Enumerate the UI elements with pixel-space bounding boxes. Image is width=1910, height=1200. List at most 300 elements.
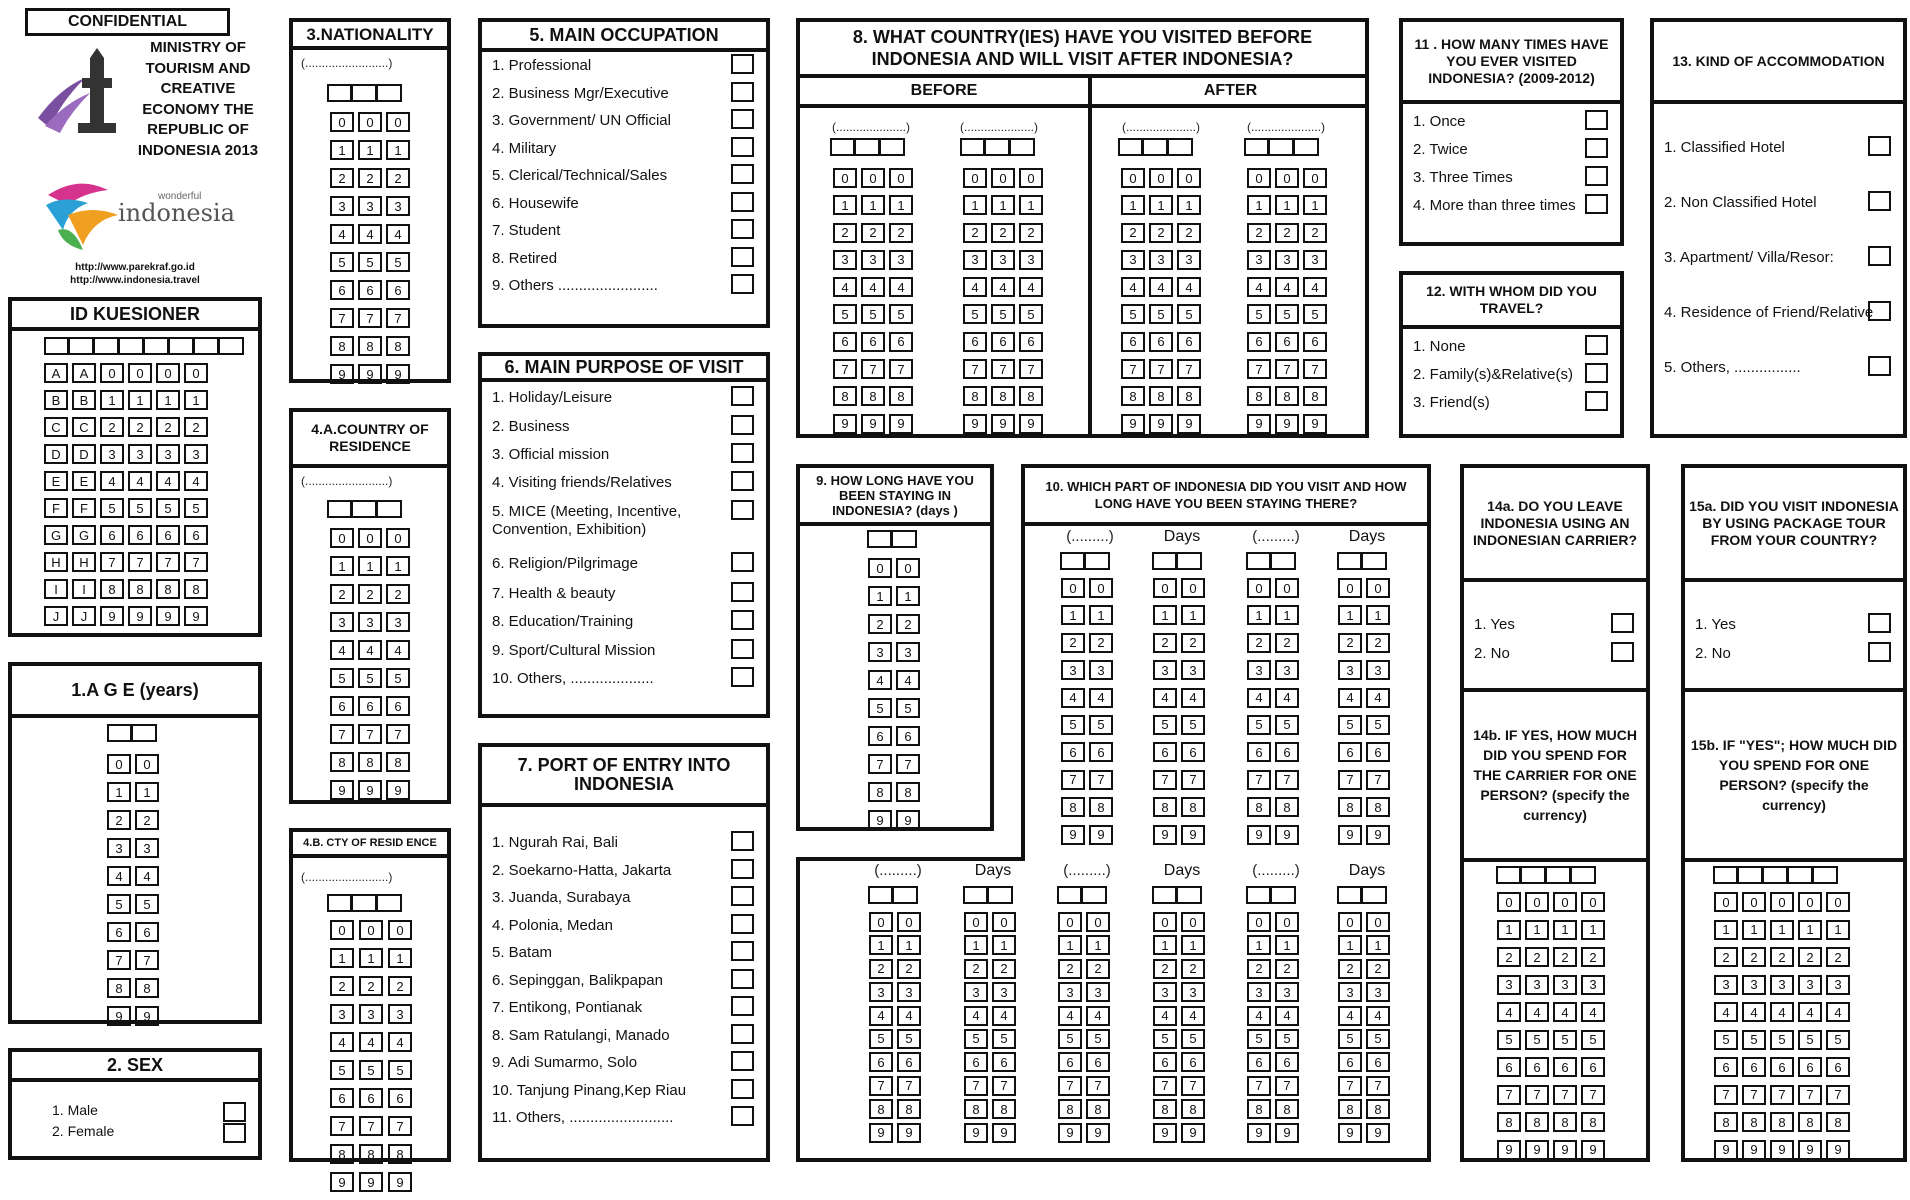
digit-box[interactable]: 2 <box>1303 223 1327 243</box>
stay-header[interactable] <box>867 530 917 548</box>
digit-box[interactable]: 7 <box>833 359 857 379</box>
digit-box[interactable]: 6 <box>1058 1052 1082 1072</box>
option-item[interactable] <box>482 164 766 192</box>
digit-box[interactable]: 6 <box>1177 332 1201 352</box>
digit-box[interactable]: 9 <box>861 414 885 434</box>
digit-box[interactable]: 6 <box>1366 742 1390 762</box>
digit-box[interactable]: 8 <box>1338 1099 1362 1119</box>
digit-box[interactable]: 1 <box>128 390 152 410</box>
digit-box[interactable]: 8 <box>861 386 885 406</box>
digit-box[interactable]: 2 <box>107 810 131 830</box>
digit-box[interactable]: 7 <box>964 1076 988 1096</box>
digit-box[interactable]: 1 <box>135 782 159 802</box>
option-item[interactable] <box>482 500 766 552</box>
digit-box[interactable]: 4 <box>1497 1002 1521 1022</box>
part-header[interactable] <box>963 886 1013 904</box>
digit-box[interactable]: 1 <box>330 556 354 576</box>
digit-box[interactable]: 9 <box>1153 1123 1177 1143</box>
digit-box[interactable]: 9 <box>1177 414 1201 434</box>
digit-box[interactable]: 2 <box>1553 947 1577 967</box>
digit-box[interactable]: 4 <box>358 224 382 244</box>
digit-box[interactable]: 9 <box>1019 414 1043 434</box>
digit-box[interactable]: 4 <box>1275 688 1299 708</box>
digit-box[interactable]: 6 <box>358 696 382 716</box>
digit-box[interactable]: 7 <box>358 724 382 744</box>
digit-box[interactable]: 7 <box>1798 1085 1822 1105</box>
digit-box[interactable]: 5 <box>1247 1029 1271 1049</box>
digit-box[interactable]: 5 <box>1798 1030 1822 1050</box>
digit-box[interactable]: 5 <box>896 698 920 718</box>
digit-box[interactable]: 2 <box>1275 959 1299 979</box>
digit-box[interactable]: 5 <box>1275 304 1299 324</box>
digit-box[interactable]: 9 <box>1247 825 1271 845</box>
sex-option-male[interactable]: 1. Male <box>12 1102 258 1123</box>
digit-box[interactable]: 8 <box>1525 1112 1549 1132</box>
digit-box[interactable]: 1 <box>358 140 382 160</box>
digit-box[interactable]: 7 <box>1338 1076 1362 1096</box>
digit-box[interactable]: D <box>44 444 68 464</box>
digit-box[interactable]: 9 <box>1525 1140 1549 1160</box>
digit-box[interactable]: 7 <box>386 308 410 328</box>
option-item[interactable] <box>482 219 766 247</box>
digit-box[interactable]: 1 <box>358 556 382 576</box>
digit-box[interactable]: 8 <box>963 386 987 406</box>
digit-box[interactable]: 0 <box>1247 912 1271 932</box>
option-item[interactable] <box>1685 613 1903 642</box>
digit-box[interactable]: 6 <box>1275 1052 1299 1072</box>
checkbox[interactable] <box>731 443 754 463</box>
checkbox[interactable] <box>1585 166 1608 186</box>
digit-box[interactable]: 4 <box>991 277 1015 297</box>
digit-box[interactable]: 8 <box>1338 797 1362 817</box>
digit-box[interactable]: 1 <box>107 782 131 802</box>
digit-box[interactable]: 4 <box>1153 1006 1177 1026</box>
digit-box[interactable]: J <box>72 606 96 626</box>
digit-box[interactable]: 5 <box>1826 1030 1850 1050</box>
option-item[interactable] <box>1403 391 1620 419</box>
digit-box[interactable]: 3 <box>1366 660 1390 680</box>
digit-box[interactable]: 5 <box>1275 715 1299 735</box>
q15b-header[interactable] <box>1713 866 1838 884</box>
digit-box[interactable]: 1 <box>1553 920 1577 940</box>
digit-box[interactable]: 7 <box>1058 1076 1082 1096</box>
digit-box[interactable]: 9 <box>1366 825 1390 845</box>
digit-box[interactable]: 6 <box>833 332 857 352</box>
digit-box[interactable]: 0 <box>1338 912 1362 932</box>
digit-box[interactable]: 0 <box>1581 892 1605 912</box>
digit-box[interactable]: 3 <box>1181 982 1205 1002</box>
digit-box[interactable]: 8 <box>1798 1112 1822 1132</box>
digit-box[interactable]: 5 <box>386 252 410 272</box>
digit-box[interactable]: 5 <box>964 1029 988 1049</box>
digit-box[interactable]: 9 <box>1058 1123 1082 1143</box>
digit-box[interactable]: 4 <box>992 1006 1016 1026</box>
digit-box[interactable]: 0 <box>388 920 412 940</box>
digit-box[interactable]: 7 <box>388 1116 412 1136</box>
option-item[interactable] <box>482 82 766 110</box>
part-header[interactable] <box>1337 886 1387 904</box>
option-item[interactable] <box>482 386 766 415</box>
digit-box[interactable]: 2 <box>1121 223 1145 243</box>
option-item[interactable] <box>482 610 766 639</box>
digit-box[interactable]: 8 <box>330 752 354 772</box>
checkbox[interactable] <box>731 500 754 520</box>
option-item[interactable] <box>482 274 766 302</box>
digit-box[interactable]: 7 <box>991 359 1015 379</box>
digit-box[interactable]: 9 <box>330 364 354 384</box>
digit-box[interactable]: 5 <box>128 498 152 518</box>
digit-box[interactable]: 8 <box>100 579 124 599</box>
digit-box[interactable]: 3 <box>1303 250 1327 270</box>
digit-box[interactable]: 3 <box>1086 982 1110 1002</box>
checkbox[interactable] <box>731 247 754 267</box>
digit-box[interactable]: 9 <box>184 606 208 626</box>
digit-box[interactable]: 4 <box>869 1006 893 1026</box>
digit-box[interactable]: 4 <box>897 1006 921 1026</box>
digit-box[interactable]: 2 <box>330 168 354 188</box>
digit-box[interactable]: 1 <box>1714 920 1738 940</box>
digit-box[interactable]: 8 <box>1247 797 1271 817</box>
digit-box[interactable]: 3 <box>963 250 987 270</box>
digit-box[interactable]: 2 <box>868 614 892 634</box>
digit-box[interactable]: 4 <box>963 277 987 297</box>
digit-box[interactable]: 5 <box>963 304 987 324</box>
digit-box[interactable]: 5 <box>868 698 892 718</box>
digit-box[interactable]: 7 <box>889 359 913 379</box>
digit-box[interactable]: 0 <box>868 558 892 578</box>
digit-box[interactable]: 4 <box>1366 1006 1390 1026</box>
digit-box[interactable]: 9 <box>386 780 410 800</box>
digit-box[interactable]: 5 <box>1181 715 1205 735</box>
digit-box[interactable]: 0 <box>358 528 382 548</box>
digit-box[interactable]: 3 <box>358 196 382 216</box>
digit-box[interactable]: 9 <box>964 1123 988 1143</box>
digit-box[interactable]: 8 <box>330 1144 354 1164</box>
digit-box[interactable]: 8 <box>386 752 410 772</box>
digit-box[interactable]: 3 <box>1553 975 1577 995</box>
digit-box[interactable]: 8 <box>184 579 208 599</box>
digit-box[interactable]: 1 <box>1247 605 1271 625</box>
digit-box[interactable]: 3 <box>1247 250 1271 270</box>
digit-box[interactable]: 9 <box>1303 414 1327 434</box>
digit-box[interactable]: 8 <box>992 1099 1016 1119</box>
digit-box[interactable]: 6 <box>1275 332 1299 352</box>
digit-box[interactable]: 2 <box>1061 633 1085 653</box>
digit-box[interactable]: 0 <box>358 112 382 132</box>
digit-box[interactable]: 0 <box>1177 168 1201 188</box>
digit-box[interactable]: 9 <box>1181 825 1205 845</box>
digit-box[interactable]: 5 <box>359 1060 383 1080</box>
part-header[interactable] <box>1337 552 1387 570</box>
checkbox[interactable] <box>1585 138 1608 158</box>
digit-box[interactable]: 9 <box>869 1123 893 1143</box>
digit-box[interactable]: 4 <box>1798 1002 1822 1022</box>
digit-box[interactable]: 3 <box>868 642 892 662</box>
digit-box[interactable]: 8 <box>1303 386 1327 406</box>
option-item[interactable] <box>482 859 766 887</box>
option-item[interactable] <box>482 582 766 610</box>
digit-box[interactable]: 9 <box>388 1172 412 1192</box>
digit-box[interactable]: 6 <box>868 726 892 746</box>
digit-box[interactable]: 3 <box>128 444 152 464</box>
digit-box[interactable]: 3 <box>889 250 913 270</box>
digit-box[interactable]: 7 <box>1089 770 1113 790</box>
digit-box[interactable]: 1 <box>330 948 354 968</box>
digit-box[interactable]: 2 <box>330 584 354 604</box>
digit-box[interactable]: 5 <box>1275 1029 1299 1049</box>
digit-box[interactable]: 7 <box>1086 1076 1110 1096</box>
digit-box[interactable]: B <box>72 390 96 410</box>
digit-box[interactable]: 9 <box>128 606 152 626</box>
digit-box[interactable]: 0 <box>100 363 124 383</box>
digit-box[interactable]: 2 <box>1153 633 1177 653</box>
digit-box[interactable]: 3 <box>1247 660 1271 680</box>
digit-box[interactable]: 7 <box>1275 770 1299 790</box>
digit-box[interactable]: 9 <box>963 414 987 434</box>
option-item[interactable] <box>482 941 766 969</box>
digit-box[interactable]: 0 <box>861 168 885 188</box>
digit-box[interactable]: 9 <box>1247 1123 1271 1143</box>
digit-box[interactable]: 9 <box>833 414 857 434</box>
digit-box[interactable]: 9 <box>330 1172 354 1192</box>
digit-box[interactable]: 8 <box>1089 797 1113 817</box>
digit-box[interactable]: 0 <box>992 912 1016 932</box>
digit-box[interactable]: 6 <box>889 332 913 352</box>
checkbox[interactable] <box>1868 642 1891 662</box>
digit-box[interactable]: 0 <box>1826 892 1850 912</box>
digit-box[interactable]: 2 <box>1019 223 1043 243</box>
digit-box[interactable]: 4 <box>1058 1006 1082 1026</box>
digit-box[interactable]: 7 <box>963 359 987 379</box>
digit-box[interactable]: 4 <box>868 670 892 690</box>
checkbox[interactable] <box>731 109 754 129</box>
digit-box[interactable]: 8 <box>358 752 382 772</box>
digit-box[interactable]: 9 <box>1742 1140 1766 1160</box>
digit-box[interactable]: 3 <box>1798 975 1822 995</box>
digit-box[interactable]: 3 <box>1019 250 1043 270</box>
digit-box[interactable]: E <box>72 471 96 491</box>
digit-box[interactable]: 5 <box>1553 1030 1577 1050</box>
digit-box[interactable]: 9 <box>1581 1140 1605 1160</box>
checkbox[interactable] <box>731 415 754 435</box>
digit-box[interactable]: 5 <box>156 498 180 518</box>
option-item[interactable] <box>482 109 766 137</box>
digit-box[interactable]: 9 <box>1061 825 1085 845</box>
digit-box[interactable]: 6 <box>992 1052 1016 1072</box>
digit-box[interactable]: 5 <box>135 894 159 914</box>
digit-box[interactable]: 4 <box>1303 277 1327 297</box>
digit-box[interactable]: 1 <box>1181 935 1205 955</box>
digit-box[interactable]: 7 <box>897 1076 921 1096</box>
digit-box[interactable]: 5 <box>1770 1030 1794 1050</box>
digit-box[interactable]: 2 <box>1742 947 1766 967</box>
digit-box[interactable]: 4 <box>1247 277 1271 297</box>
checkbox[interactable] <box>1585 391 1608 411</box>
digit-box[interactable]: 0 <box>896 558 920 578</box>
option-item[interactable] <box>482 1079 766 1107</box>
digit-box[interactable]: 9 <box>1798 1140 1822 1160</box>
digit-box[interactable]: 0 <box>991 168 1015 188</box>
digit-box[interactable]: 9 <box>358 364 382 384</box>
digit-box[interactable]: 3 <box>386 612 410 632</box>
option-item[interactable] <box>482 471 766 500</box>
option-item[interactable] <box>482 1106 766 1134</box>
digit-box[interactable]: 0 <box>1153 912 1177 932</box>
digit-box[interactable]: 8 <box>1247 386 1271 406</box>
option-item[interactable] <box>1403 110 1620 138</box>
digit-box[interactable]: 1 <box>1338 605 1362 625</box>
digit-box[interactable]: 5 <box>1089 715 1113 735</box>
digit-box[interactable]: 9 <box>330 780 354 800</box>
digit-box[interactable]: 1 <box>964 935 988 955</box>
digit-box[interactable]: 7 <box>1019 359 1043 379</box>
digit-box[interactable]: 3 <box>358 612 382 632</box>
digit-box[interactable]: 0 <box>1338 578 1362 598</box>
digit-box[interactable]: 9 <box>1553 1140 1577 1160</box>
digit-box[interactable]: 9 <box>1497 1140 1521 1160</box>
digit-box[interactable]: 7 <box>330 1116 354 1136</box>
digit-box[interactable]: 3 <box>330 196 354 216</box>
digit-box[interactable]: 6 <box>1770 1057 1794 1077</box>
digit-box[interactable]: 4 <box>388 1032 412 1052</box>
digit-box[interactable]: 5 <box>1153 1029 1177 1049</box>
digit-box[interactable]: 7 <box>135 950 159 970</box>
digit-box[interactable]: 6 <box>1061 742 1085 762</box>
digit-box[interactable]: 0 <box>1714 892 1738 912</box>
digit-box[interactable]: 6 <box>1247 742 1271 762</box>
digit-box[interactable]: 6 <box>1497 1057 1521 1077</box>
digit-box[interactable]: 1 <box>1247 935 1271 955</box>
digit-box[interactable]: 3 <box>1275 660 1299 680</box>
digit-box[interactable]: 5 <box>992 1029 1016 1049</box>
checkbox[interactable] <box>731 1106 754 1126</box>
digit-box[interactable]: 7 <box>1177 359 1201 379</box>
digit-box[interactable]: I <box>72 579 96 599</box>
digit-box[interactable]: 8 <box>330 336 354 356</box>
digit-box[interactable]: 1 <box>359 948 383 968</box>
checkbox[interactable] <box>1585 110 1608 130</box>
digit-box[interactable]: 2 <box>897 959 921 979</box>
digit-box[interactable]: 6 <box>1019 332 1043 352</box>
digit-box[interactable]: 5 <box>1366 1029 1390 1049</box>
digit-box[interactable]: 8 <box>388 1144 412 1164</box>
digit-box[interactable]: 8 <box>1181 797 1205 817</box>
digit-box[interactable]: 1 <box>1149 195 1173 215</box>
digit-box[interactable]: 7 <box>1714 1085 1738 1105</box>
digit-box[interactable]: 8 <box>896 782 920 802</box>
digit-box[interactable]: 5 <box>358 252 382 272</box>
digit-box[interactable]: 7 <box>1366 770 1390 790</box>
digit-box[interactable]: 2 <box>1338 633 1362 653</box>
digit-box[interactable]: 6 <box>1338 1052 1362 1072</box>
digit-box[interactable]: 0 <box>1497 892 1521 912</box>
digit-box[interactable]: 6 <box>1181 742 1205 762</box>
digit-box[interactable]: 0 <box>156 363 180 383</box>
digit-box[interactable]: 2 <box>386 168 410 188</box>
checkbox[interactable] <box>731 192 754 212</box>
digit-box[interactable]: 1 <box>1153 935 1177 955</box>
digit-box[interactable]: 7 <box>1247 359 1271 379</box>
digit-box[interactable]: 7 <box>1181 770 1205 790</box>
digit-box[interactable]: 4 <box>156 471 180 491</box>
checkbox[interactable] <box>1585 194 1608 214</box>
after-header-1[interactable] <box>1118 138 1193 156</box>
digit-box[interactable]: 0 <box>1058 912 1082 932</box>
digit-box[interactable]: 7 <box>358 308 382 328</box>
digit-box[interactable]: 7 <box>868 754 892 774</box>
digit-box[interactable]: G <box>44 525 68 545</box>
digit-box[interactable]: 3 <box>1247 982 1271 1002</box>
digit-box[interactable]: 3 <box>1497 975 1521 995</box>
digit-box[interactable]: 2 <box>1581 947 1605 967</box>
digit-box[interactable]: 4 <box>107 866 131 886</box>
digit-box[interactable]: 8 <box>156 579 180 599</box>
digit-box[interactable]: 7 <box>1366 1076 1390 1096</box>
digit-box[interactable]: 9 <box>992 1123 1016 1143</box>
digit-box[interactable]: 0 <box>1247 168 1271 188</box>
digit-box[interactable]: 0 <box>330 920 354 940</box>
digit-box[interactable]: 8 <box>1058 1099 1082 1119</box>
digit-box[interactable]: 6 <box>1303 332 1327 352</box>
checkbox[interactable] <box>731 164 754 184</box>
digit-box[interactable]: 1 <box>1181 605 1205 625</box>
digit-box[interactable]: 2 <box>992 959 1016 979</box>
digit-box[interactable]: 1 <box>1338 935 1362 955</box>
digit-box[interactable]: 8 <box>1826 1112 1850 1132</box>
digit-box[interactable]: 2 <box>1058 959 1082 979</box>
digit-box[interactable]: 3 <box>964 982 988 1002</box>
digit-box[interactable]: 7 <box>1153 770 1177 790</box>
digit-box[interactable]: 1 <box>1581 920 1605 940</box>
digit-box[interactable]: 2 <box>1153 959 1177 979</box>
digit-box[interactable]: 5 <box>1061 715 1085 735</box>
digit-box[interactable]: 7 <box>1553 1085 1577 1105</box>
digit-box[interactable]: 3 <box>1177 250 1201 270</box>
digit-box[interactable]: F <box>44 498 68 518</box>
digit-box[interactable]: 8 <box>1153 797 1177 817</box>
option-item[interactable] <box>1403 138 1620 166</box>
digit-box[interactable]: 5 <box>1149 304 1173 324</box>
digit-box[interactable]: 0 <box>359 920 383 940</box>
digit-box[interactable]: 6 <box>330 696 354 716</box>
digit-box[interactable]: 9 <box>135 1006 159 1026</box>
digit-box[interactable]: 5 <box>1714 1030 1738 1050</box>
digit-box[interactable]: 6 <box>1275 742 1299 762</box>
digit-box[interactable]: 9 <box>1121 414 1145 434</box>
digit-box[interactable]: 9 <box>1714 1140 1738 1160</box>
digit-box[interactable]: 3 <box>1742 975 1766 995</box>
checkbox[interactable] <box>731 54 754 74</box>
digit-box[interactable]: 0 <box>1553 892 1577 912</box>
digit-box[interactable]: 6 <box>184 525 208 545</box>
digit-box[interactable]: 5 <box>1366 715 1390 735</box>
digit-box[interactable]: 3 <box>100 444 124 464</box>
digit-box[interactable]: 4 <box>1581 1002 1605 1022</box>
digit-box[interactable]: 6 <box>388 1088 412 1108</box>
digit-box[interactable]: 4 <box>1742 1002 1766 1022</box>
digit-box[interactable]: 8 <box>1742 1112 1766 1132</box>
digit-box[interactable]: 5 <box>1181 1029 1205 1049</box>
digit-box[interactable]: 8 <box>833 386 857 406</box>
digit-box[interactable]: 7 <box>1742 1085 1766 1105</box>
digit-box[interactable]: 7 <box>1275 1076 1299 1096</box>
digit-box[interactable]: 0 <box>833 168 857 188</box>
option-item[interactable] <box>1464 642 1646 671</box>
digit-box[interactable]: 6 <box>1581 1057 1605 1077</box>
digit-box[interactable]: 5 <box>1177 304 1201 324</box>
digit-box[interactable]: 4 <box>1086 1006 1110 1026</box>
option-item[interactable] <box>482 886 766 914</box>
